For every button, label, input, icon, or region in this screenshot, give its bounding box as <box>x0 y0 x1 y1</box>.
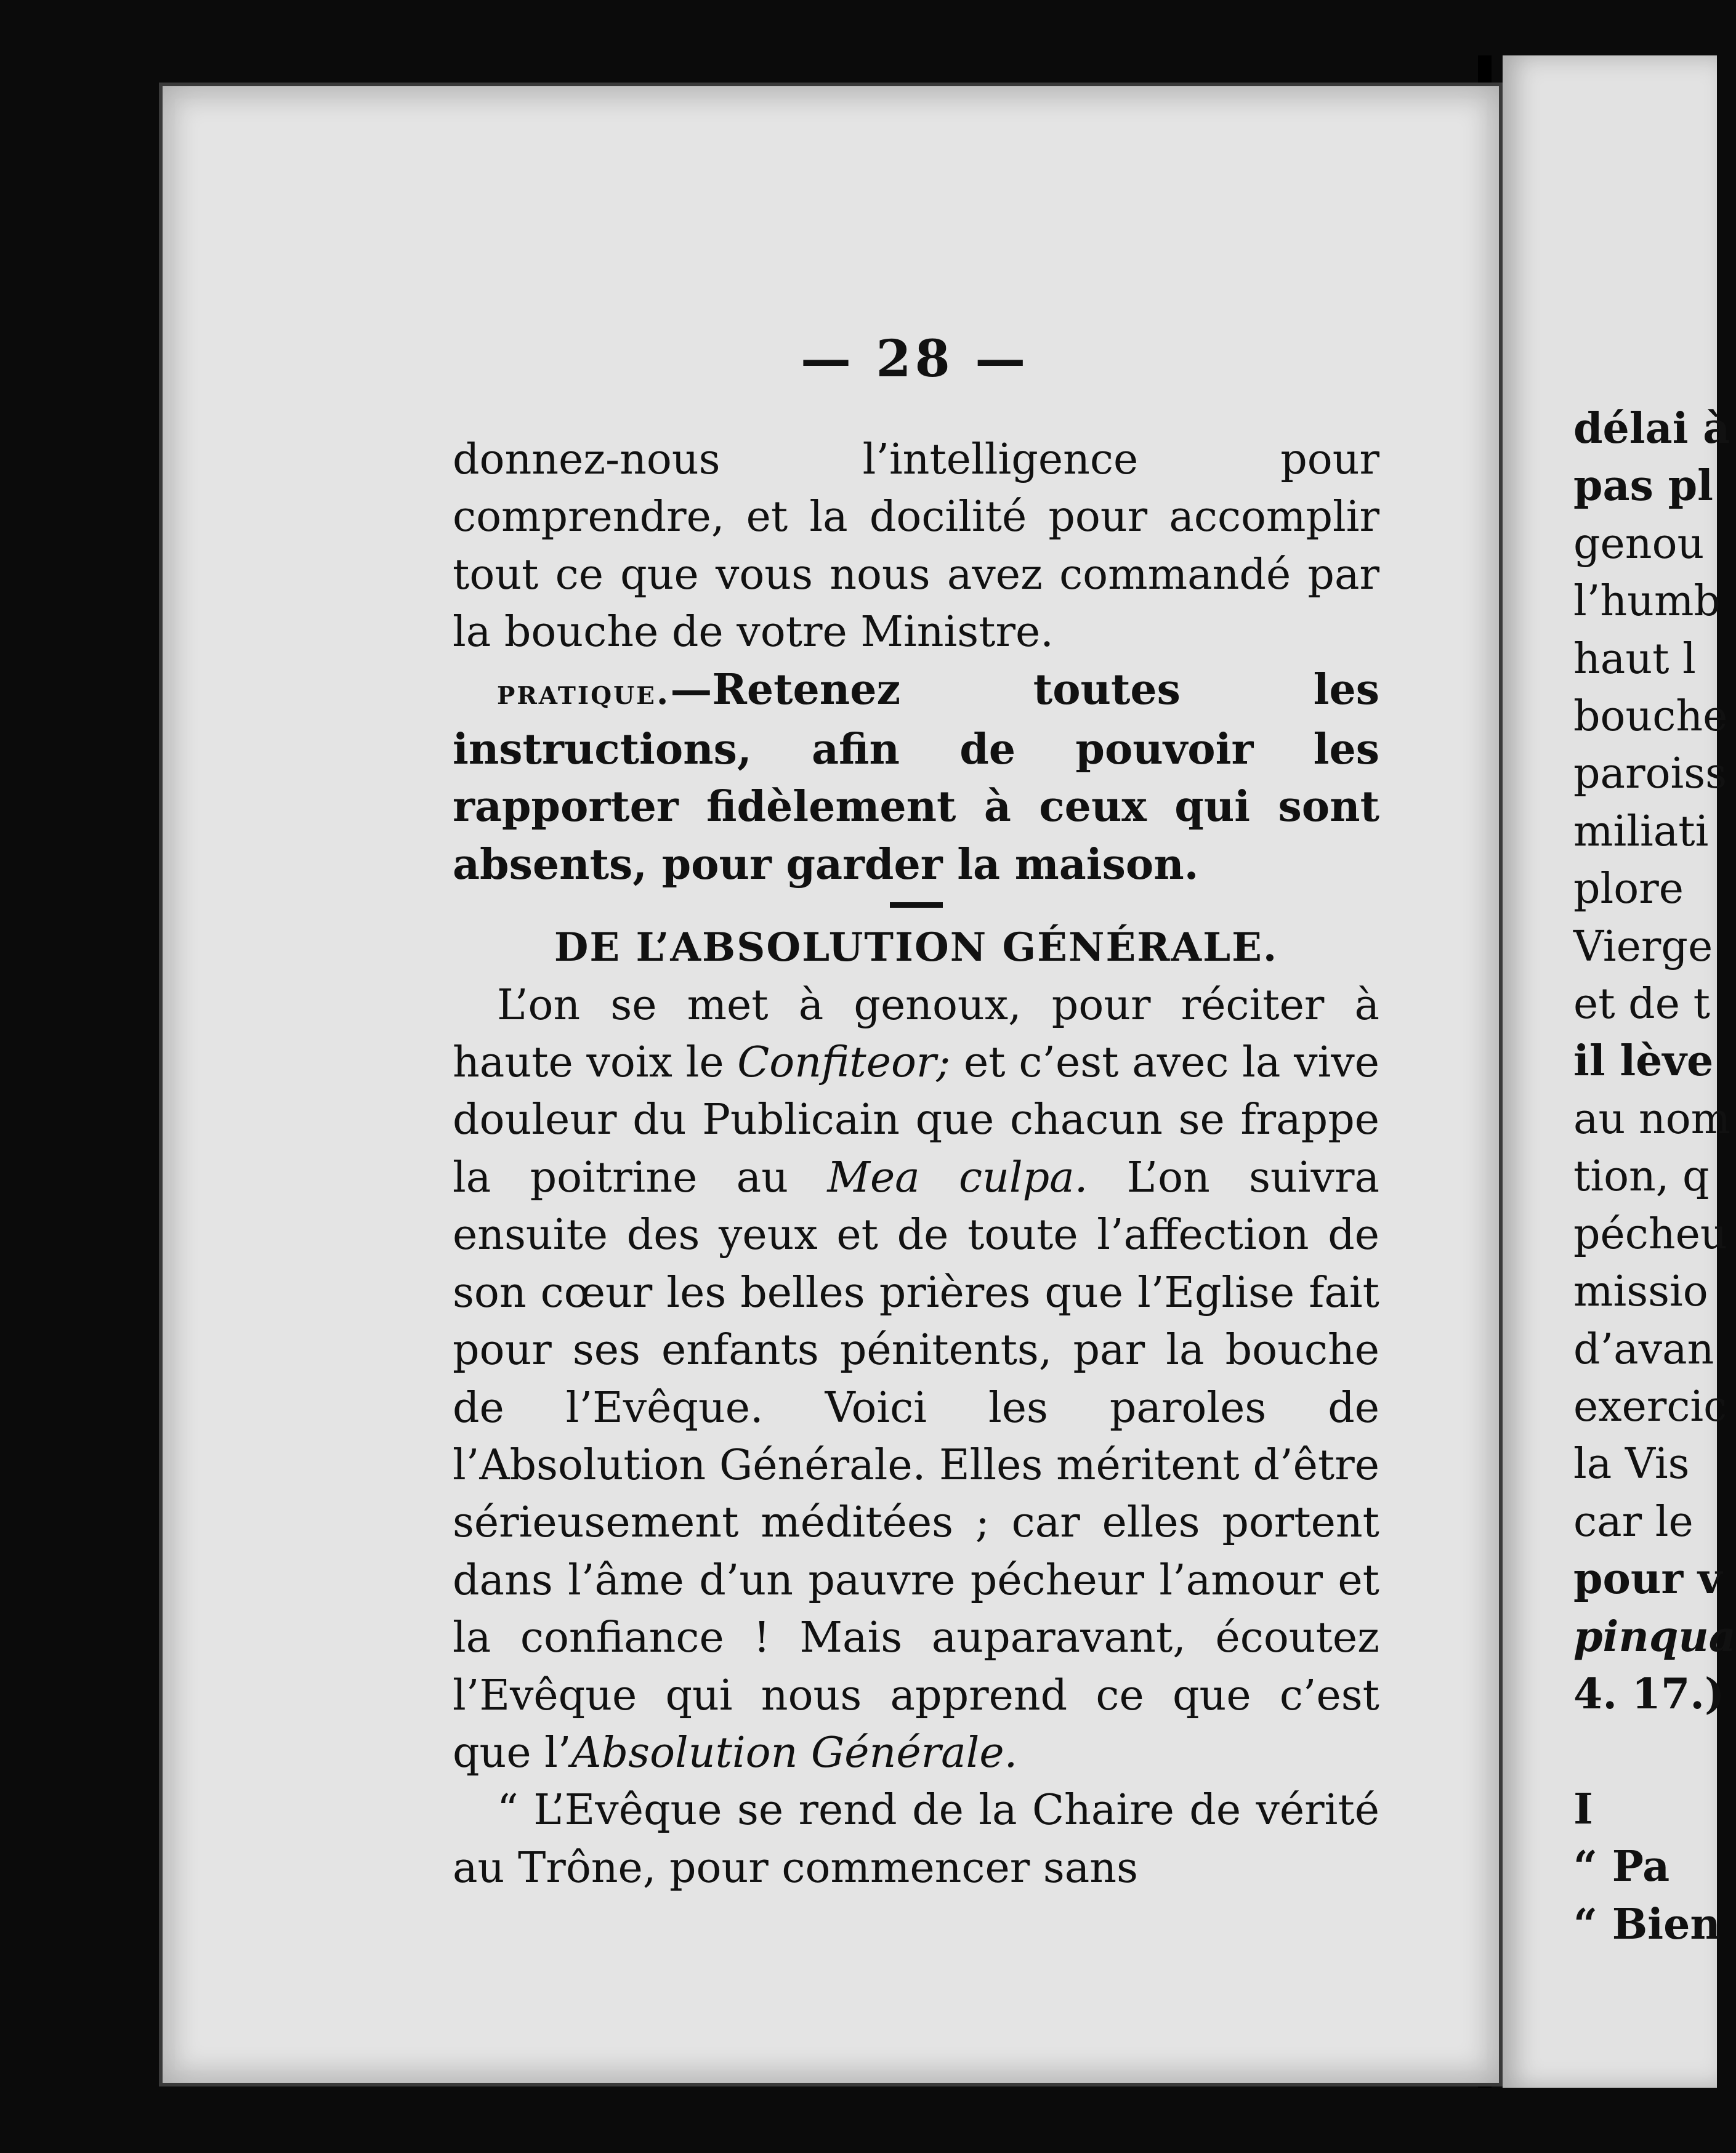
right-line: “ Pa <box>1573 1842 1670 1892</box>
section-heading: DE L’ABSOLUTION GÉNÉRALE. <box>554 924 1278 971</box>
mea-culpa-term: Mea culpa. <box>827 1153 1088 1202</box>
right-line: bouche <box>1573 692 1728 741</box>
right-line: 4. 17.) <box>1573 1669 1725 1719</box>
right-line: plore <box>1573 865 1684 914</box>
paragraph-bishop: “ L’Evêque se rend de la Chaire de vérité au Trône, pour commencer sans <box>453 1786 1379 1892</box>
right-line: Vierge <box>1573 922 1713 971</box>
right-line: paroiss <box>1573 749 1727 799</box>
right-line <box>1573 1723 1736 1780</box>
right-line: genou <box>1573 519 1705 568</box>
right-line: “ Bien <box>1573 1899 1721 1949</box>
right-line: miliati <box>1573 807 1709 856</box>
right-page-text <box>1573 400 1736 1953</box>
right-line: la Vis <box>1573 1440 1690 1489</box>
right-line: I <box>1573 1784 1593 1834</box>
right-line: pour v <box>1573 1554 1722 1604</box>
paragraph-practice <box>453 661 1379 894</box>
para2-part-a: L’on se met à genoux, pour réciter à haute voix le <box>453 980 1379 1088</box>
right-line: l’humb <box>1573 577 1721 626</box>
right-line: et de t <box>1573 980 1710 1029</box>
right-line: exercic <box>1573 1382 1727 1431</box>
right-line: haut l <box>1573 634 1696 684</box>
paragraph-absolution <box>453 977 1379 1782</box>
right-line: car le <box>1573 1497 1694 1546</box>
practice-text: —Retenez toutes les instructions, afin de pouvoir les rapporter fidèlement à ceux qui sont absents, pour garder la maison. <box>453 664 1379 889</box>
left-page-text <box>453 431 1379 1897</box>
absolution-term: Absolution Générale. <box>571 1728 1018 1777</box>
right-line: pécheu <box>1573 1210 1727 1259</box>
right-line: délai à <box>1573 404 1730 453</box>
right-line: missio <box>1573 1267 1708 1317</box>
right-line: d’avan <box>1573 1325 1714 1374</box>
right-line: pas pl <box>1573 461 1713 511</box>
right-line: il lève <box>1573 1036 1714 1086</box>
right-line: tion, q <box>1573 1152 1710 1202</box>
section-divider <box>890 902 943 908</box>
right-line: au nom <box>1573 1094 1731 1144</box>
page-number: — 28 — <box>801 329 1030 389</box>
paragraph-intro: donnez-nous l’intelligence pour comprendre, et la docilité pour accomplir tout ce que vous nous avez commandé par la bouche de votre Ministre. <box>453 435 1379 657</box>
confiteor-term: Confiteor; <box>737 1038 951 1088</box>
para2-part-b: et c’est avec la vive douleur du Publicain que chacun se frappe la poitrine au <box>453 1038 1379 1202</box>
practice-label: pratique. <box>497 671 671 713</box>
right-line: pinqua <box>1573 1612 1736 1662</box>
para2-part-c: L’on suivra ensuite des yeux et de toute l’affection de son cœur les belles prières que l’Eglise fait pour ses enfants pénitents, par la bouche de l’Evêque. Voici les paroles de l’Absolution Générale. Elles méritent d’être sérieusement méditées ; car elles portent dans l’âme d’un pauvre pécheur l’amour et la confiance ! Mais auparavant, écoutez l’Evêque qui nous apprend ce que c’est que l’ <box>453 1153 1379 1777</box>
